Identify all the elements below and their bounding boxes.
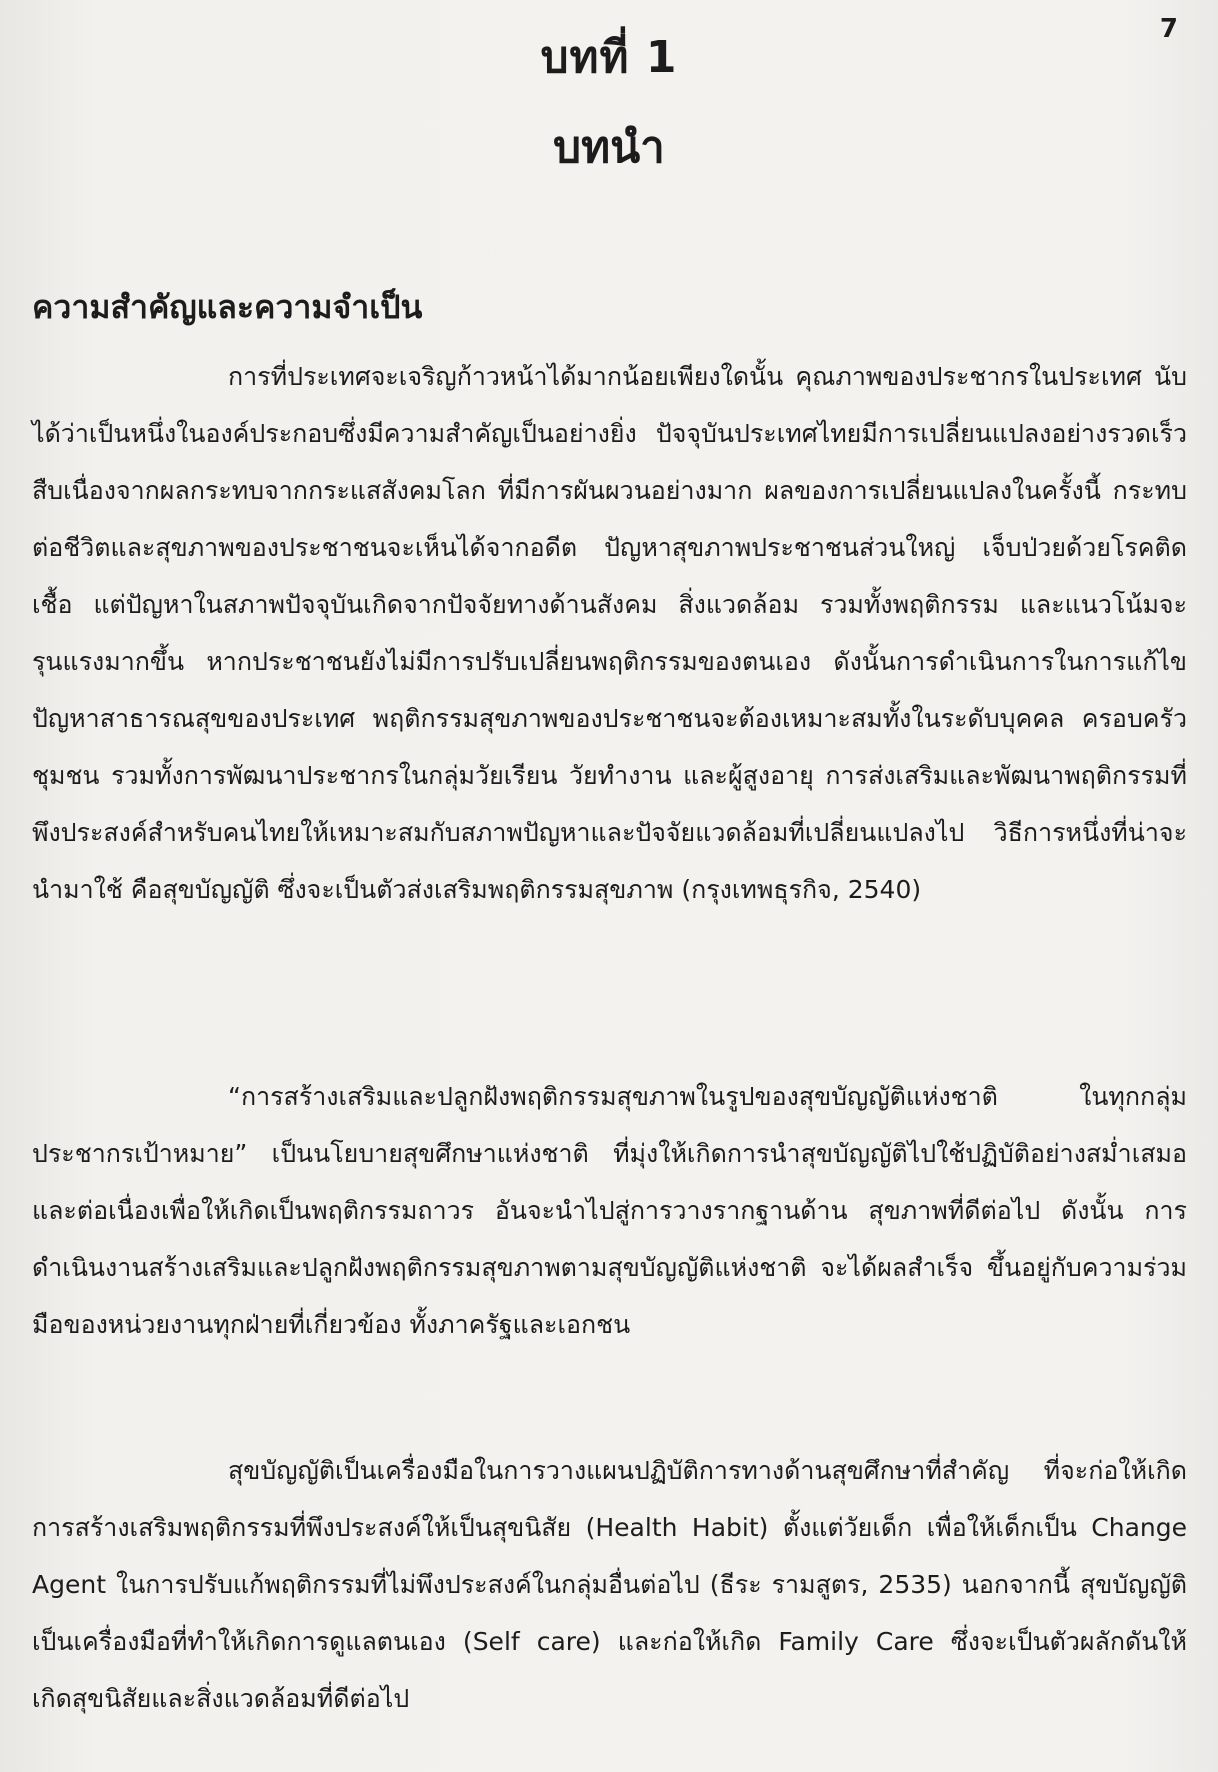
chapter-label: บทที่ 1	[540, 32, 678, 83]
page-number: 7	[1159, 14, 1178, 44]
paragraph-2: “การสร้างเสริมและปลูกฝังพฤติกรรมสุขภาพในรูปของสุขบัญญัติแห่งชาติ ในทุกกลุ่มประชากรเป้าหมาย” เป็นนโยบายสุขศึกษาแห่งชาติ ที่มุ่งให้เกิดการนำสุขบัญญัติไปใช้ปฏิบัติอย่างสม่ำเสมอ และต่อเนื่องเพื่อให้เกิดเป็นพฤติกรรมถาวร อันจะนำไปสู่การวางรากฐานด้าน สุขภาพที่ดีต่อไป ดังนั้น การดำเนินงานสร้างเสริมและปลูกฝังพฤติกรรมสุขภาพตามสุขบัญญัติแห่งชาติ จะได้ผลสำเร็จ ขึ้นอยู่กับความร่วมมือของหน่วยงานทุกฝ่ายที่เกี่ยวข้อง ทั้งภาครัฐและเอกชน	[32, 1082, 1187, 1339]
paragraph-3: สุขบัญญัติเป็นเครื่องมือในการวางแผนปฏิบัติการทางด้านสุขศึกษาที่สำคัญ ที่จะก่อให้เกิดการสร้างเสริมพฤติกรรมที่พึงประสงค์ให้เป็นสุขนิสัย (Health Habit) ตั้งแต่วัยเด็ก เพื่อให้เด็กเป็น Change Agent ในการปรับแก้พฤติกรรมที่ไม่พึงประสงค์ในกลุ่มอื่นต่อไป (ธีระ รามสูตร, 2535) นอกจากนี้ สุขบัญญัติเป็นเครื่องมือที่ทำให้เกิดการดูแลตนเอง (Self care) และก่อให้เกิด Family Care ซึ่งจะเป็นตัวผลักดันให้เกิดสุขนิสัยและสิ่งแวดล้อมที่ดีต่อไป	[32, 1456, 1187, 1713]
paragraph-1: การที่ประเทศจะเจริญก้าวหน้าได้มากน้อยเพียงใดนั้น คุณภาพของประชากรในประเทศ นับได้ว่าเป็นหนึ่งในองค์ประกอบซึ่งมีความสำคัญเป็นอย่างยิ่ง ปัจจุบันประเทศไทยมีการเปลี่ยนแปลงอย่างรวดเร็ว สืบเนื่องจากผลกระทบจากกระแสสังคมโลก ที่มีการผันผวนอย่างมาก ผลของการเปลี่ยนแปลงในครั้งนี้ กระทบต่อชีวิตและสุขภาพของประชาชนจะเห็นได้จากอดีต ปัญหาสุขภาพประชาชนส่วนใหญ่ เจ็บป่วยด้วยโรคติดเชื้อ แต่ปัญหาในสภาพปัจจุบันเกิดจากปัจจัยทางด้านสังคม สิ่งแวดล้อม รวมทั้งพฤติกรรม และแนวโน้มจะรุนแรงมากขึ้น หากประชาชนยังไม่มีการปรับเปลี่ยนพฤติกรรมของตนเอง ดังนั้นการดำเนินการในการแก้ไขปัญหาสาธารณสุขของประเทศ พฤติกรรมสุขภาพของประชาชนจะต้องเหมาะสมทั้งในระดับบุคคล ครอบครัว ชุมชน รวมทั้งการพัฒนาประชากรในกลุ่มวัยเรียน วัยทำงาน และผู้สูงอายุ การส่งเสริมและพัฒนาพฤติกรรมที่พึงประสงค์สำหรับคนไทยให้เหมาะสมกับสภาพปัญหาและปัจจัยแวดล้อมที่เปลี่ยนแปลงไป วิธีการหนึ่งที่น่าจะนำมาใช้ คือสุขบัญญัติ ซึ่งจะเป็นตัวส่งเสริมพฤติกรรมสุขภาพ (กรุงเทพธุรกิจ, 2540)	[32, 362, 1187, 904]
section-heading: ความสำคัญและความจำเป็น	[32, 288, 423, 326]
chapter-title: บทนำ	[553, 122, 665, 173]
